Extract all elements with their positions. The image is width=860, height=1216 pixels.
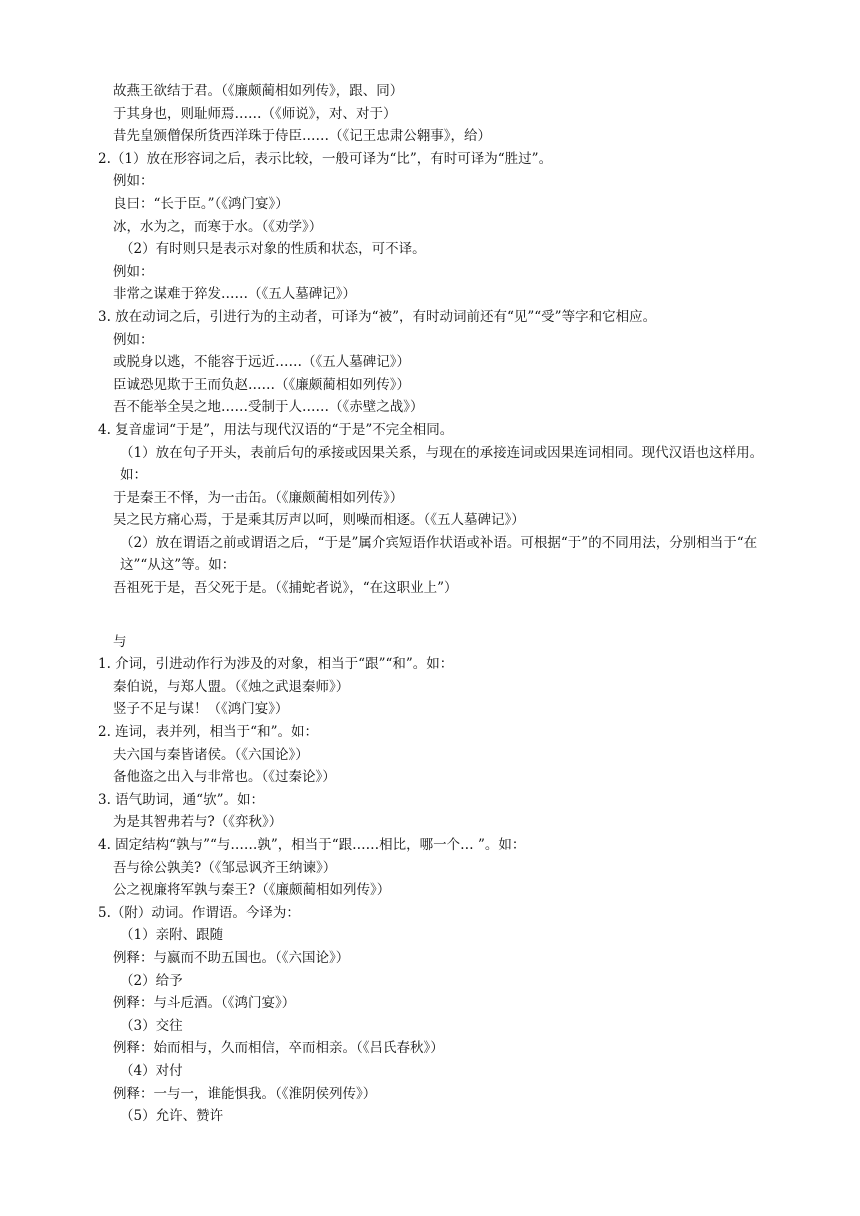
text-line: 与 (113, 633, 127, 650)
text-line: 例释：始而相与，久而相信，卒而相亲。（《吕氏春秋》） (113, 1040, 444, 1057)
text-line: 例释：与嬴而不助五国也。（《六国论》） (113, 949, 350, 966)
text-line: 或脱身以逃，不能容于远近……（《五人墓碑记》） (113, 354, 410, 371)
text-line: 2. 连词，表并列，相当于“和”。如： (98, 724, 318, 741)
paragraph-line (0, 532, 782, 577)
text-line: 例如： (113, 173, 154, 190)
text-line: 秦伯说，与郑人盟。（《烛之武退秦师》） (113, 678, 350, 695)
paragraph-text: （2）放在谓语之前或谓语之后，“于是”属介宾短语作状语或补语。可根据“于”的不同用法，分别相当于“在这”“从这”等。如： (120, 534, 758, 574)
text-line: 公之视廉将军孰与秦王?（《廉颇蔺相如列传》） (113, 882, 391, 899)
text-line: （1）亲附、跟随 (120, 927, 224, 944)
text-line: （4）对付 (120, 1062, 183, 1079)
text-line: 吴之民方痛心焉，于是乘其厉声以呵，则噪而相逐。（《五人墓碑记》） (113, 512, 525, 529)
text-line: （5）允许、赞许 (120, 1108, 224, 1125)
paragraph-line (0, 442, 782, 487)
text-line: 良曰：“长于臣。”（《鸿门宴》） (113, 195, 289, 212)
text-line: 昔先皇颁僧保所货西洋珠于侍臣……（《记王忠肃公翱事》，给） (113, 128, 491, 145)
document-body (0, 80, 860, 1128)
text-line: 竖子不足与谋！（《鸿门宴》） (113, 701, 289, 718)
text-line: 非常之谋难于猝发……（《五人墓碑记》） (113, 286, 356, 303)
text-line: 4. 固定结构“孰与”“与……孰”，相当于“跟……相比，哪一个… ”。如： (98, 837, 526, 853)
text-line: （3）交往 (120, 1017, 183, 1034)
text-line: 故燕王欲结于君。（《廉颇蔺相如列传》，跟、同） (113, 83, 404, 99)
text-line: 3. 语气助词，通“欤”。如： (98, 791, 264, 808)
text-line: 2.（1）放在形容词之后，表示比较，一般可译为“比”，有时可译为“胜过”。 (98, 150, 553, 167)
text-line: 吾祖死于是，吾父死于是。（《捕蛇者说》，“在这职业上”） (113, 580, 458, 597)
text-line: 5.（附）动词。作谓语。今译为： (98, 904, 300, 921)
text-line: 为是其智弗若与?（《弈秋》） (113, 814, 283, 831)
text-line: 1. 介词，引进动作行为涉及的对象，相当于“跟”“和”。如： (98, 656, 454, 673)
paragraph-text: （1）放在句子开头，表前后句的承接或因果关系，与现在的承接连词或因果连词相同。现代汉语也这样用。如： (120, 444, 764, 484)
text-line: 例释：一与一，谁能惧我。（《淮阴侯列传》） (113, 1085, 377, 1102)
text-line: 例如： (113, 331, 154, 348)
text-line: （2）有时则只是表示对象的性质和状态，可不译。 (120, 241, 426, 258)
text-line: 4. 复音虚词“于是”，用法与现代汉语的“于是”不完全相同。 (98, 421, 454, 438)
text-line: 备他盗之出入与非常也。（《过秦论》） (113, 769, 336, 786)
text-line: 3. 放在动词之后，引进行为的主动者，可译为“被”，有时动词前还有“见”“受”等字和它相应。 (98, 308, 657, 325)
text-line: 例如： (113, 263, 154, 280)
section-gap (0, 600, 860, 631)
text-line: 臣诚恐见欺于王而负赵……（《廉颇蔺相如列传》） (113, 376, 410, 393)
text-line: （2）给予 (120, 972, 183, 989)
text-line: 夫六国与秦皆诸侯。（《六国论》） (113, 746, 309, 763)
text-line: 吾不能举全吴之地……受制于人……（《赤壁之战》） (113, 399, 424, 416)
text-line: 例释：与斗卮酒。（《鸿门宴》） (113, 995, 296, 1012)
text-line: 于是秦王不怿，为一击缶。（《廉颇蔺相如列传》） (113, 489, 404, 506)
text-line: 冰，水为之，而寒于水。（《劝学》） (113, 218, 323, 235)
text-line: 于其身也，则耻师焉……（《师说》，对、对于） (113, 105, 397, 122)
text-line: 吾与徐公孰美?（《邹忌讽齐王纳谏》） (113, 859, 337, 876)
